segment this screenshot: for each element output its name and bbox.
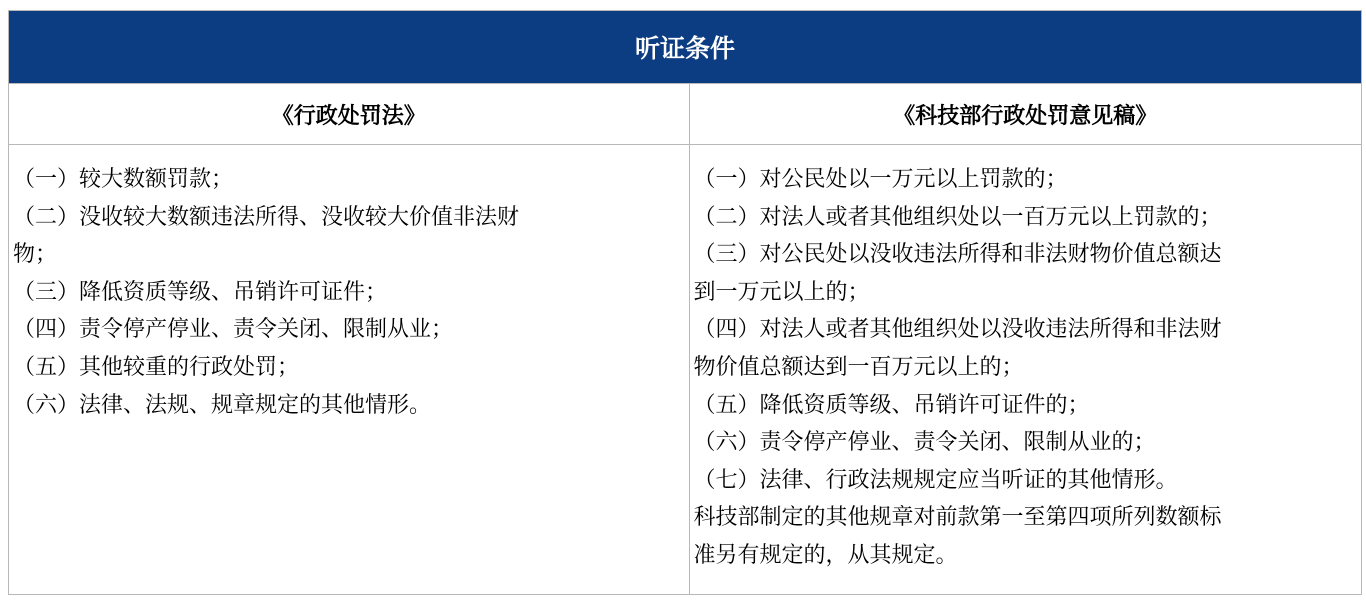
left-line: 物； [13,242,58,268]
table-header-row [9,84,1361,145]
right-line: （二）对法人或者其他组织处以一百万元以上罚款的； [693,204,1222,230]
table-title: 听证条件 [9,11,1361,84]
left-line: （五）其他较重的行政处罚； [13,354,300,380]
right-line: 科技部制定的其他规章对前款第一至第四项所列数额标 [693,505,1222,531]
left-line: （一）较大数额罚款； [13,167,234,192]
left-conditions-cell [9,145,690,594]
left-line: （三）降低资质等级、吊销许可证件； [13,279,388,305]
right-line: 到一万元以上的； [693,279,870,305]
right-line: 准另有规定的，从其规定。 [693,542,958,568]
right-line: （一）对公民处以一万元以上罚款的； [693,167,1068,192]
table-body-row [9,145,1361,594]
right-line: （五）降低资质等级、吊销许可证件的； [693,392,1090,418]
header-most-draft: 《科技部行政处罚意见稿》 [893,103,1158,129]
left-line: （六）法律、法规、规章规定的其他情形。 [13,392,432,418]
left-line: （二）没收较大数额违法所得、没收较大价值非法财 [13,204,520,230]
right-line: （四）对法人或者其他组织处以没收违法所得和非法财 [693,317,1222,343]
left-line: （四）责令停产停业、责令关闭、限制从业； [13,317,454,343]
header-administrative-penalty-law: 《行政处罚法》 [9,84,690,144]
right-line: （三）对公民处以没收违法所得和非法财物价值总额达 [693,242,1222,268]
right-line: （六）责令停产停业、责令关闭、限制从业的； [693,430,1156,456]
right-conditions-cell [690,145,1362,594]
right-line: 物价值总额达到一百万元以上的； [693,354,1024,380]
right-line: （七）法律、行政法规规定应当听证的其他情形。 [693,467,1178,493]
hearing-conditions-table [8,10,1362,595]
